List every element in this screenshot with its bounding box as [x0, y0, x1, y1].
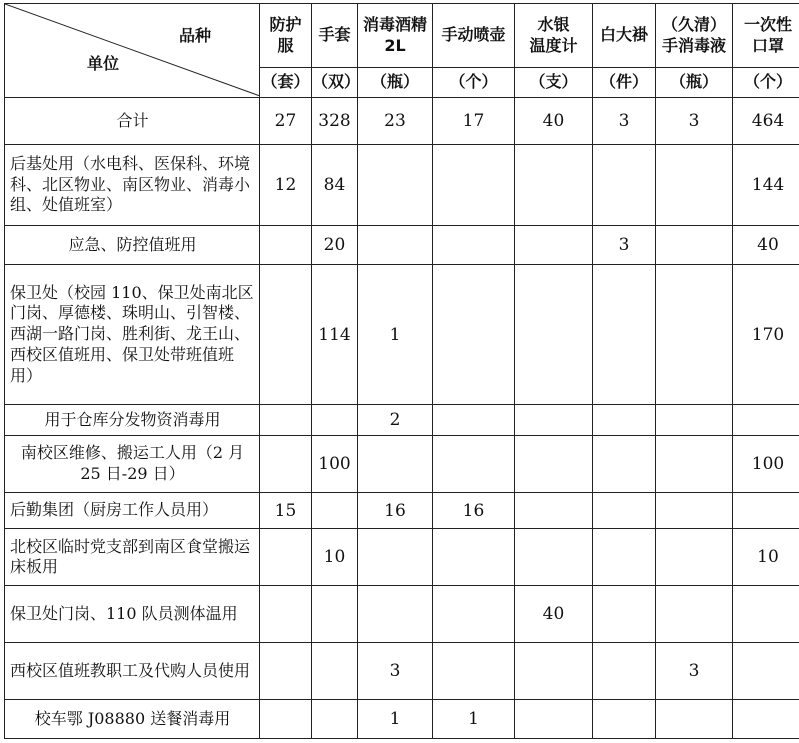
- value-cell: [260, 700, 312, 739]
- col-header: 一次性 口罩: [733, 4, 799, 68]
- unit-cell: 后基处用（水电科、医保科、环境科、北区物业、南区物业、消毒小组、处值班室）: [5, 144, 260, 225]
- value-cell: [593, 586, 656, 643]
- value-cell: [358, 586, 433, 643]
- value-cell: [656, 226, 733, 265]
- value-cell: 100: [312, 435, 358, 492]
- value-cell: 464: [733, 98, 799, 145]
- value-cell: [656, 700, 733, 739]
- value-cell: [312, 405, 358, 436]
- value-cell: 100: [733, 435, 799, 492]
- value-cell: 3: [656, 98, 733, 145]
- value-cell: 12: [260, 144, 312, 225]
- value-cell: 170: [733, 264, 799, 404]
- value-cell: [733, 586, 799, 643]
- value-cell: [433, 144, 515, 225]
- table-header: [5, 4, 799, 98]
- value-cell: [312, 492, 358, 529]
- value-cell: 17: [433, 98, 515, 145]
- col-unit: （个）: [433, 68, 515, 98]
- value-cell: [515, 643, 593, 700]
- value-cell: [433, 264, 515, 404]
- value-cell: [433, 405, 515, 436]
- col-header: 消毒酒精 2L: [358, 4, 433, 68]
- value-cell: 10: [733, 529, 799, 586]
- value-cell: [312, 586, 358, 643]
- value-cell: [260, 435, 312, 492]
- value-cell: 3: [593, 98, 656, 145]
- value-cell: [733, 700, 799, 739]
- value-cell: [593, 492, 656, 529]
- value-cell: [358, 226, 433, 265]
- unit-cell: 校车鄂 J08880 送餐消毒用: [5, 700, 260, 739]
- value-cell: [260, 226, 312, 265]
- value-cell: [656, 529, 733, 586]
- col-unit: （支）: [515, 68, 593, 98]
- value-cell: 3: [656, 643, 733, 700]
- value-cell: [593, 700, 656, 739]
- value-cell: [515, 700, 593, 739]
- value-cell: [593, 405, 656, 436]
- value-cell: 3: [593, 226, 656, 265]
- value-cell: [515, 226, 593, 265]
- supplies-table: [4, 3, 799, 739]
- value-cell: [733, 492, 799, 529]
- corner-unit-label: 单位: [87, 54, 120, 73]
- value-cell: 40: [515, 586, 593, 643]
- header-row: [5, 4, 799, 68]
- unit-cell: 保卫处（校园 110、保卫处南北区门岗、厚德楼、珠明山、引智楼、西湖一路门岗、胜利街、龙王山、西校区值班用、保卫处带班值班用）: [5, 264, 260, 404]
- table-body: [5, 98, 799, 739]
- col-unit: （件）: [593, 68, 656, 98]
- value-cell: [656, 435, 733, 492]
- value-cell: 3: [358, 643, 433, 700]
- value-cell: [515, 264, 593, 404]
- table-row: [5, 643, 799, 700]
- value-cell: 1: [433, 700, 515, 739]
- value-cell: 1: [358, 700, 433, 739]
- table-row: [5, 700, 799, 739]
- value-cell: 23: [358, 98, 433, 145]
- value-cell: [656, 492, 733, 529]
- value-cell: 328: [312, 98, 358, 145]
- value-cell: [656, 264, 733, 404]
- table-row: [5, 405, 799, 436]
- value-cell: [260, 264, 312, 404]
- value-cell: [656, 405, 733, 436]
- unit-cell: 保卫处门岗、110 队员测体温用: [5, 586, 260, 643]
- table-row: [5, 226, 799, 265]
- value-cell: [515, 405, 593, 436]
- value-cell: [515, 529, 593, 586]
- col-header: 手动喷壶: [433, 4, 515, 68]
- value-cell: [358, 529, 433, 586]
- value-cell: 40: [733, 226, 799, 265]
- table-row: [5, 98, 799, 145]
- value-cell: 16: [433, 492, 515, 529]
- col-unit: （套）: [260, 68, 312, 98]
- col-unit: （个）: [733, 68, 799, 98]
- value-cell: [312, 700, 358, 739]
- value-cell: 16: [358, 492, 433, 529]
- value-cell: [260, 529, 312, 586]
- col-header: 手套: [312, 4, 358, 68]
- value-cell: [433, 435, 515, 492]
- value-cell: [656, 144, 733, 225]
- unit-cell: 南校区维修、搬运工人用（2 月 25 日-29 日）: [5, 435, 260, 492]
- value-cell: [433, 643, 515, 700]
- value-cell: 144: [733, 144, 799, 225]
- col-header: 水银 温度计: [515, 4, 593, 68]
- value-cell: [515, 492, 593, 529]
- table-row: [5, 264, 799, 404]
- unit-cell: 合计: [5, 98, 260, 145]
- col-header: 防护 服: [260, 4, 312, 68]
- diagonal-line: [5, 4, 260, 96]
- value-cell: 40: [515, 98, 593, 145]
- value-cell: 84: [312, 144, 358, 225]
- table-row: [5, 492, 799, 529]
- value-cell: 20: [312, 226, 358, 265]
- corner-header: [5, 4, 260, 98]
- value-cell: [260, 643, 312, 700]
- value-cell: [593, 435, 656, 492]
- value-cell: [656, 586, 733, 643]
- value-cell: [593, 144, 656, 225]
- value-cell: [733, 405, 799, 436]
- value-cell: [433, 226, 515, 265]
- value-cell: 15: [260, 492, 312, 529]
- value-cell: [433, 529, 515, 586]
- unit-cell: 后勤集团（厨房工作人员用）: [5, 492, 260, 529]
- table-row: [5, 144, 799, 225]
- value-cell: 1: [358, 264, 433, 404]
- unit-cell: 用于仓库分发物资消毒用: [5, 405, 260, 436]
- value-cell: [358, 144, 433, 225]
- table-row: [5, 529, 799, 586]
- value-cell: 27: [260, 98, 312, 145]
- unit-cell: 北校区临时党支部到南区食堂搬运床板用: [5, 529, 260, 586]
- value-cell: 114: [312, 264, 358, 404]
- unit-cell: 西校区值班教职工及代购人员使用: [5, 643, 260, 700]
- col-unit: （瓶）: [656, 68, 733, 98]
- value-cell: [593, 529, 656, 586]
- value-cell: [593, 643, 656, 700]
- unit-cell: 应急、防控值班用: [5, 226, 260, 265]
- value-cell: [515, 435, 593, 492]
- value-cell: 10: [312, 529, 358, 586]
- table-row: [5, 435, 799, 492]
- value-cell: 2: [358, 405, 433, 436]
- col-header: （久清） 手消毒液: [656, 4, 733, 68]
- value-cell: [433, 586, 515, 643]
- value-cell: [312, 643, 358, 700]
- value-cell: [358, 435, 433, 492]
- table-row: [5, 586, 799, 643]
- col-unit: （瓶）: [358, 68, 433, 98]
- value-cell: [260, 405, 312, 436]
- value-cell: [260, 586, 312, 643]
- value-cell: [733, 643, 799, 700]
- corner-category-label: 品种: [178, 26, 211, 45]
- value-cell: [593, 264, 656, 404]
- value-cell: [515, 144, 593, 225]
- col-unit: （双）: [312, 68, 358, 98]
- col-header: 白大褂: [593, 4, 656, 68]
